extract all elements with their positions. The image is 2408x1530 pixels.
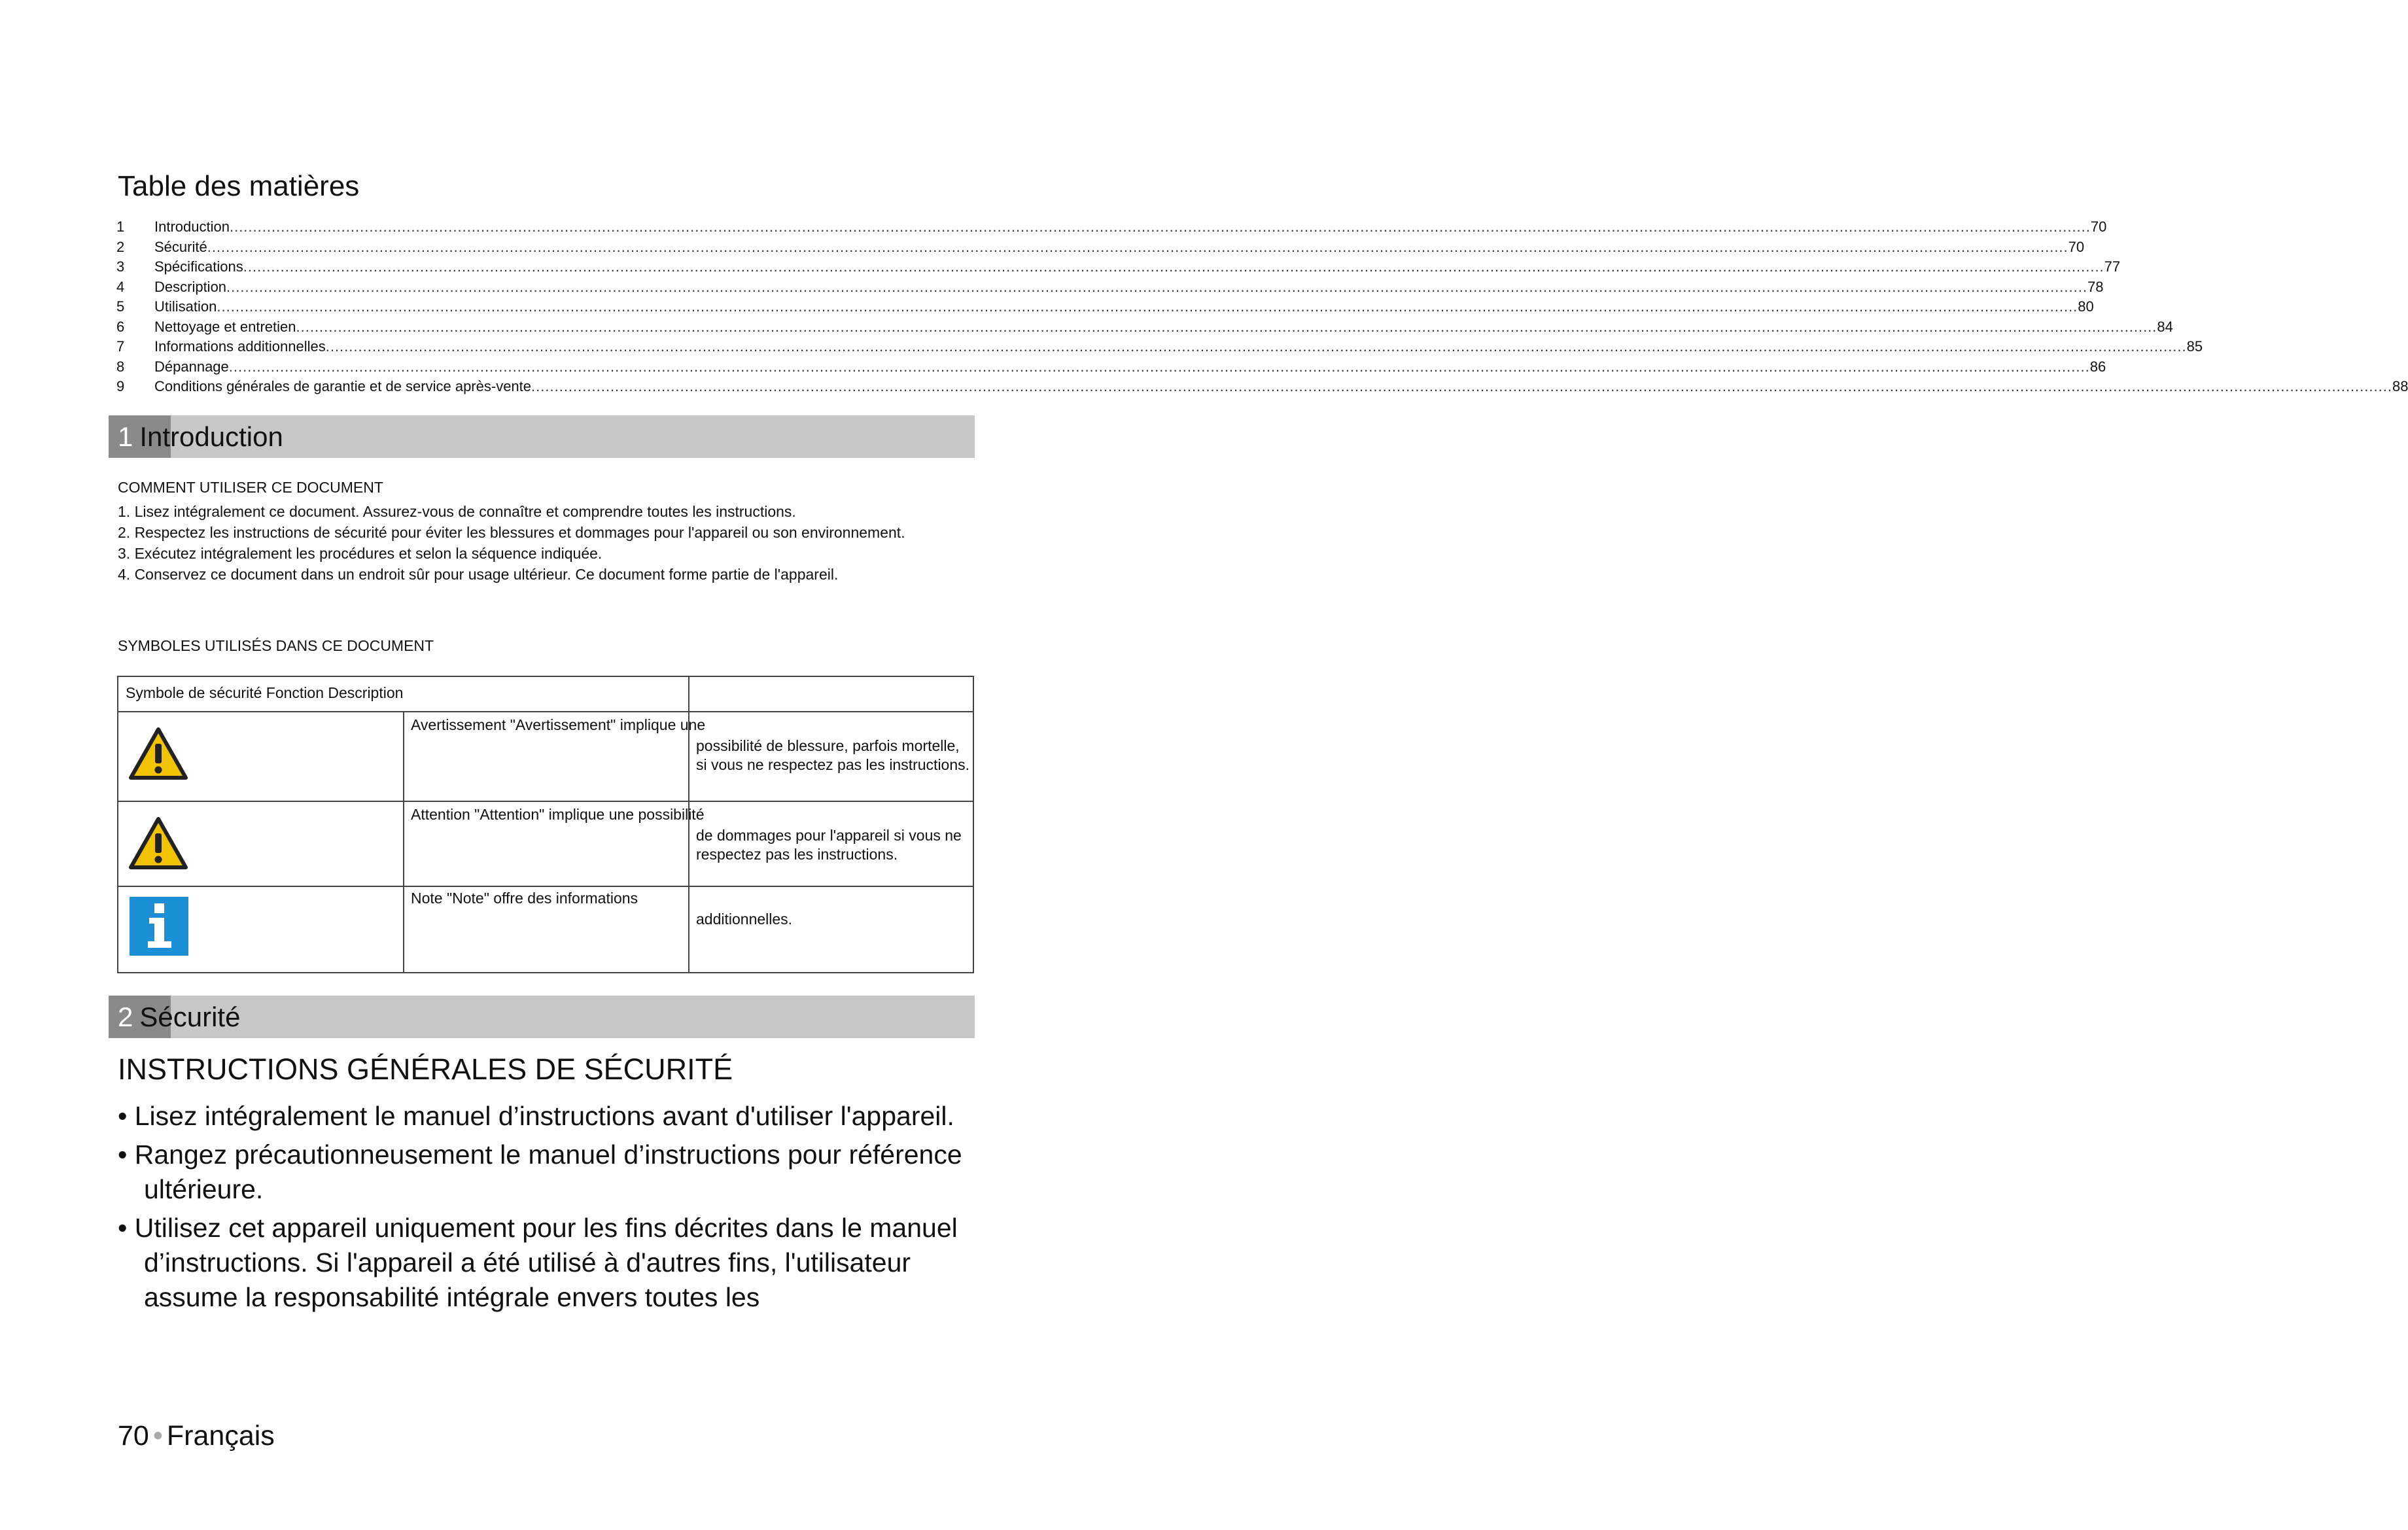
toc-entry-page: 86 <box>2089 358 2106 375</box>
table-of-contents <box>116 217 2408 397</box>
toc-entry-label: Dépannage <box>154 358 229 375</box>
symbol-function: Attention "Attention" implique une possibilité <box>411 806 705 823</box>
toc-entry-label: Description <box>154 278 227 295</box>
toc-entry-number: 8 <box>116 358 125 375</box>
toc-entry-page: 80 <box>2078 298 2094 315</box>
symbol-description: additionnelles. <box>696 911 793 928</box>
page-footer <box>118 1416 275 1455</box>
table-row <box>118 802 973 887</box>
toc-entry-page: 70 <box>2090 218 2107 235</box>
toc-entry-number: 3 <box>116 258 125 275</box>
toc-title: Table des matières <box>118 170 360 202</box>
toc-entry-page: 85 <box>2186 338 2203 355</box>
toc-entry-number: 2 <box>116 238 125 255</box>
list-item: 2. Respectez les instructions de sécurité pour éviter les blessures et dommages pour l'appareil ou son environnement. <box>118 524 905 541</box>
toc-entry-label: Sécurité <box>154 238 207 255</box>
symbol-function: Note "Note" offre des informations <box>411 890 638 907</box>
section-title: Sécurité <box>139 1001 241 1032</box>
toc-leader-dots: ................................................................................................................................................................................................................................................................................................................................................................................................................ <box>229 218 2091 235</box>
toc-entry[interactable] <box>116 317 2173 338</box>
toc-entry-label: Informations additionnelles <box>154 338 326 355</box>
toc-entry-page: 78 <box>2087 278 2104 295</box>
warning-triangle-icon <box>128 727 188 780</box>
toc-entry-page: 70 <box>2068 238 2085 255</box>
toc-entry-label: Conditions générales de garantie et de service après-vente <box>154 378 532 394</box>
table-row <box>118 712 973 802</box>
toc-entry-label: Spécifications <box>154 258 243 275</box>
toc-entry-number: 7 <box>116 338 125 355</box>
howto-steps <box>118 502 929 586</box>
toc-leader-dots: ................................................................................................................................................................................................................................................................................................................................................................................................................ <box>296 318 2157 335</box>
toc-entry-label: Nettoyage et entretien <box>154 318 296 335</box>
symbol-description: de dommages pour l'appareil si vous ne respectez pas les instructions. <box>696 827 962 863</box>
symbols-table <box>117 676 974 973</box>
toc-entry-number: 5 <box>116 298 125 315</box>
toc-entry[interactable] <box>116 237 2085 258</box>
toc-entry[interactable] <box>116 337 2203 357</box>
table-row <box>118 887 973 972</box>
toc-entry-number: 9 <box>116 378 125 394</box>
toc-entry-page: 77 <box>2104 258 2121 275</box>
info-icon <box>130 897 188 956</box>
toc-leader-dots: ................................................................................................................................................................................................................................................................................................................................................................................................................ <box>207 238 2068 255</box>
toc-entry[interactable] <box>116 277 2104 298</box>
table-header-row <box>118 677 973 712</box>
section-number: 1 <box>118 421 133 452</box>
list-item: • Rangez précautionneusement le manuel d’instructions pour référence ultérieure. <box>118 1139 962 1204</box>
symbol-description: possibilité de blessure, parfois mortelle, si vous ne respectez pas les instructions. <box>696 737 970 773</box>
caution-triangle-icon <box>128 816 188 870</box>
toc-entry[interactable] <box>116 297 2094 317</box>
howto-heading: COMMENT UTILISER CE DOCUMENT <box>118 479 383 496</box>
list-item: • Lisez intégralement le manuel d’instructions avant d'utiliser l'appareil. <box>118 1101 954 1131</box>
table-header-label: Symbole de sécurité Fonction Description <box>126 684 404 701</box>
list-item: 1. Lisez intégralement ce document. Assurez-vous de connaître et comprendre toutes les instructions. <box>118 503 796 520</box>
safety-heading: INSTRUCTIONS GÉNÉRALES DE SÉCURITÉ <box>118 1052 733 1086</box>
toc-leader-dots: ................................................................................................................................................................................................................................................................................................................................................................................................................ <box>217 298 2078 315</box>
symbols-heading: SYMBOLES UTILISÉS DANS CE DOCUMENT <box>118 637 434 654</box>
list-item: • Utilisez cet appareil uniquement pour les fins décrites dans le manuel d’instructions. Si l'appareil a été utilisé à d'autres fins, l'utilisateur assume la responsabilité intégrale envers toutes les <box>118 1213 958 1312</box>
symbol-function: Avertissement "Avertissement" implique une <box>411 716 706 733</box>
toc-entry[interactable] <box>116 377 2408 397</box>
toc-leader-dots: ................................................................................................................................................................................................................................................................................................................................................................................................................ <box>243 258 2104 275</box>
safety-bullets <box>118 1099 975 1319</box>
toc-entry-page: 84 <box>2157 318 2173 335</box>
list-item: 3. Exécutez intégralement les procédures et selon la séquence indiquée. <box>118 545 602 562</box>
list-item: 4. Conservez ce document dans un endroit sûr pour usage ultérieur. Ce document forme partie de l'appareil. <box>118 566 839 583</box>
toc-leader-dots: ................................................................................................................................................................................................................................................................................................................................................................................................................ <box>228 358 2090 375</box>
section-number: 2 <box>118 1001 133 1032</box>
section-header-securite <box>109 996 975 1038</box>
toc-entry-label: Introduction <box>154 218 230 235</box>
toc-entry-number: 6 <box>116 318 125 335</box>
toc-leader-dots: ................................................................................................................................................................................................................................................................................................................................................................................................................ <box>531 378 2392 394</box>
toc-leader-dots: ................................................................................................................................................................................................................................................................................................................................................................................................................ <box>325 338 2187 355</box>
toc-entry-page: 88 <box>2392 378 2408 394</box>
toc-entry-number: 4 <box>116 278 125 295</box>
toc-leader-dots: ................................................................................................................................................................................................................................................................................................................................................................................................................ <box>226 278 2087 295</box>
footer-language: Français <box>166 1420 275 1452</box>
section-header-introduction <box>109 415 975 458</box>
toc-entry[interactable] <box>116 357 2106 377</box>
toc-entry-number: 1 <box>116 218 125 235</box>
toc-entry[interactable] <box>116 257 2121 277</box>
footer-separator: • <box>152 1420 163 1452</box>
section-title: Introduction <box>139 421 283 452</box>
page-number: 70 <box>118 1420 149 1452</box>
toc-entry-label: Utilisation <box>154 298 217 315</box>
toc-entry[interactable] <box>116 217 2107 237</box>
